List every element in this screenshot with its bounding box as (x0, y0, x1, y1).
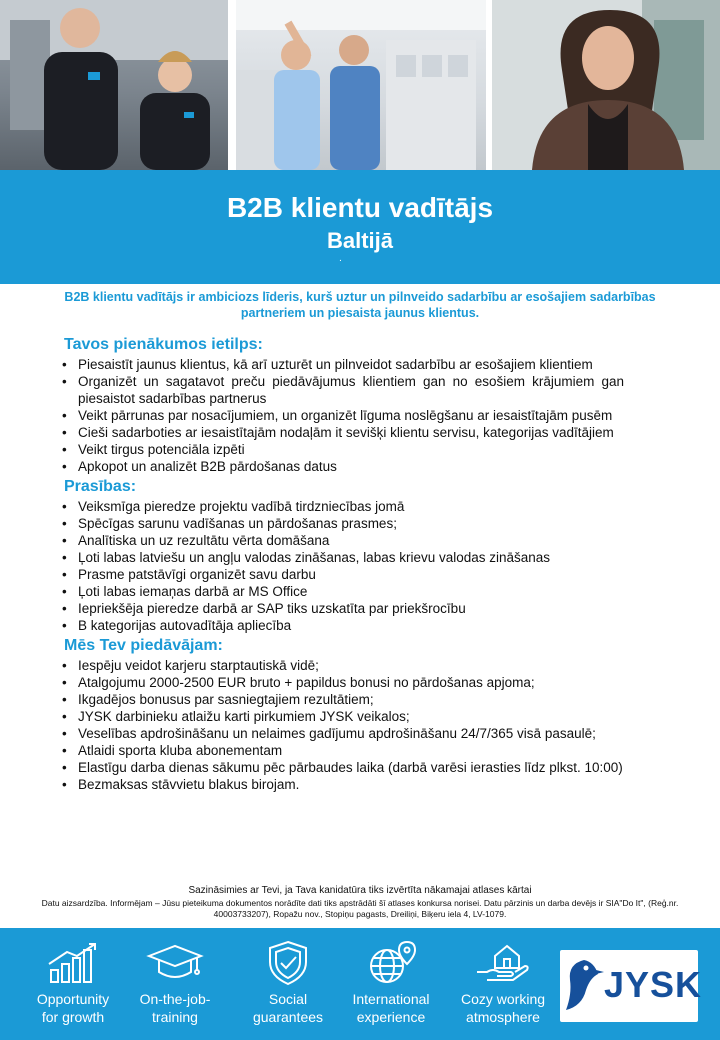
benefit-label: Opportunity for growth (36, 991, 110, 1025)
list-item: • Organizēt un sagatavot preču piedāvājumus klientiem gan no esošiem krājumiem gan piesaistot sadarbības partnerus (58, 373, 624, 407)
logo-wordmark: JYSK (604, 964, 703, 1005)
list-item: • Piesaistīt jaunus klientus, kā arī uzturēt un pilnveidot sadarbību ar esošajiem klientiem (58, 356, 624, 373)
list-item: • Elastīgu darba dienas sākumu pēc pārbaudes laika (darbā varēsi ierasties līdz plkst. 10:00) (58, 759, 624, 776)
list-item: • Cieši sadarboties ar iesaistītajām nodaļām it sevišķi klientu servisu, kategorijas vadītājiem (58, 424, 624, 441)
jysk-logo (560, 950, 703, 1022)
shield-check-icon (258, 940, 318, 986)
list-item: • Analītiska un uz rezultātu vērta domāšana (58, 532, 624, 549)
banner-dot: . (339, 254, 342, 264)
list-item: • Apkopot un analizēt B2B pārdošanas datus (58, 458, 624, 475)
benefit-social (233, 940, 343, 1026)
benefits-bar (0, 928, 720, 1040)
offer-heading: Mēs Tev piedāvājam: (64, 637, 223, 654)
list-item: • Veikt pārrunas par nosacījumiem, un organizēt līguma noslēgšanu ar iesaistītajām pusēm (58, 407, 624, 424)
list-item: • Prasme patstāvīgi organizēt savu darbu (58, 566, 624, 583)
benefit-atmosphere (448, 940, 558, 1026)
title-banner (0, 170, 720, 284)
graduation-cap-icon (145, 940, 205, 986)
privacy-note: Datu aizsardzība. Informējam – Jūsu pieteikuma dokumentos norādīte dati tiks apstrādāti šī atlases konkursa norisei. Datu pārzinis un darba devējs ir SIA"Do It", (Reģ.nr. 40003733207), Ropažu nov., Stopiņu pagasts, Dreiliņi, Biķeru iela 4, LV-1079. (41, 898, 679, 919)
job-description (58, 336, 624, 796)
photo-office-woman (492, 0, 720, 170)
benefit-training (120, 940, 230, 1026)
list-item: • Ikgadējos bonusus par sasniegtajiem rezultātiem; (58, 691, 624, 708)
requirements-list (58, 498, 624, 634)
photo-store-team (236, 0, 486, 170)
header-photo-strip (0, 0, 720, 170)
duties-list (58, 356, 624, 475)
list-item: • Iespēju veidot karjeru starptautiskā vidē; (58, 657, 624, 674)
list-item: • Veikt tirgus potenciāla izpēti (58, 441, 624, 458)
list-item: • Ļoti labas iemaņas darbā ar MS Office (58, 583, 624, 600)
benefit-international (336, 940, 446, 1026)
list-item: • Veiksmīga pieredze projektu vadībā tirdzniecības jomā (58, 498, 624, 515)
globe-pin-icon (361, 940, 421, 986)
list-item: • Spēcīgas sarunu vadīšanas un pārdošanas prasmes; (58, 515, 624, 532)
requirements-heading: Prasības: (64, 478, 137, 495)
duties-heading: Tavos pienākumos ietilps: (64, 336, 263, 353)
contact-note: Sazināsimies ar Tevi, ja Tava kanidatūra tiks izvērtīta nākamajai atlases kārtai (188, 885, 532, 896)
list-item: • Bezmaksas stāvvietu blakus birojam. (58, 776, 624, 793)
benefit-label: Social guarantees (252, 991, 324, 1025)
list-item: • B kategorijas autovadītāja apliecība (58, 617, 624, 634)
list-item: • Atlaidi sporta kluba abonementam (58, 742, 624, 759)
job-location: Baltijā (326, 228, 394, 253)
benefit-label: International experience (352, 991, 430, 1025)
offer-list (58, 657, 624, 793)
photo-warehouse-staff (0, 0, 228, 170)
list-item: • Ļoti labas latviešu un angļu valodas zināšanas, labas krievu valodas zināšanas (58, 549, 624, 566)
list-item: • Atalgojumu 2000-2500 EUR bruto + papildus bonusi no pārdošanas apjoma; (58, 674, 624, 691)
jysk-bird-icon (560, 950, 604, 1022)
benefit-label: Cozy working atmosphere (460, 991, 546, 1025)
intro-text: B2B klientu vadītājs ir ambiciozs līderis, kurš uztur un pilnveido sadarbību ar esošajiem sadarbības partneriem un piesaista jaunus klientus. (64, 290, 656, 320)
list-item: • Veselības apdrošināšanu un nelaimes gadījumu apdrošināšanu 24/7/365 visā pasaulē; (58, 725, 624, 742)
hand-house-icon (473, 940, 533, 986)
list-item: • Iepriekšēja pieredze darbā ar SAP tiks uzskatīta par priekšrocību (58, 600, 624, 617)
job-title: B2B klientu vadītājs (226, 192, 494, 223)
benefit-growth (18, 940, 128, 1026)
list-item: • JYSK darbinieku atlaižu karti pirkumiem JYSK veikalos; (58, 708, 624, 725)
growth-chart-icon (43, 940, 103, 986)
benefit-label: On-the-job- training (139, 991, 211, 1025)
